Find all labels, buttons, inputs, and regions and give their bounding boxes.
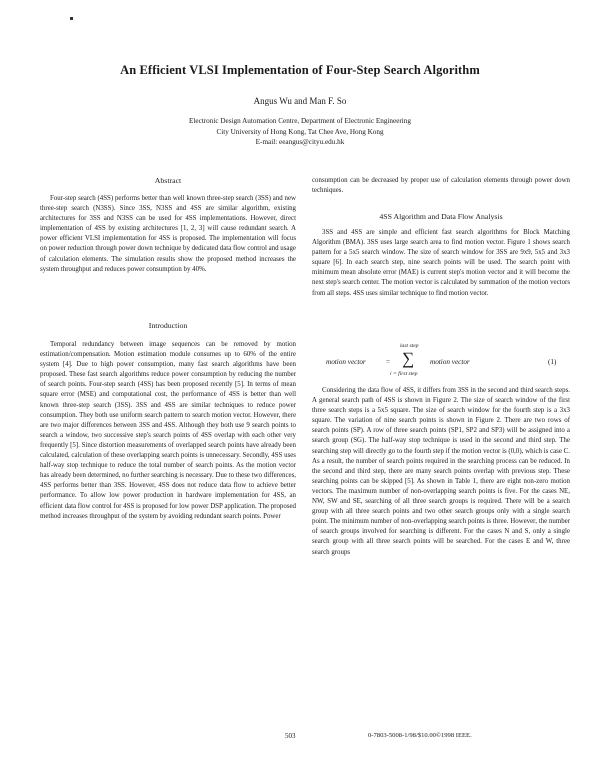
introduction-paragraph: Temporal redundancy between image sequences can be removed by motion estimation/compensation. Motion estimation module consumes up to 60% of the entire system [4]. Due to high power consumption, many fast search algorithms have been proposed. These fast search algorithms reduce power consumption by reducing the number of search points. Four-step search (4SS) has been proposed recently [5]. In terms of mean square error (MSE) and computational cost, the performance of 4SS is better than well known three-step search (3SS). 3SS and 4SS are similar techniques to reduce power consumption. They both use uniform search pattern to search motion vector. However, there are two major differences between 3SS and 4SS. Although they both use 9 search points to search a window, two successive step's search points of 4SS overlap with each other very frequently [5]. Since distortion measurements of overlapped search points have already been calculated, calculation of these overlapping search points is unnecessary. Secondly, 4SS uses half-way stop technique to reduce the total number of search points. As the motion vector has already been determined, no further searching is necessary. Due to these two differences, 4SS performs better than 3SS. However, 4SS does not reduce data flow to achieve better performance. To allow low power production in hardware implementation for 4SS, an efficient data flow control for 4SS is proposed for low power DSP application. The proposed method increases throughput of the system by avoiding redundant search points. Power <box>40 341 296 520</box>
equation-1 <box>312 343 570 381</box>
equation-number: (1) <box>548 358 557 366</box>
right-column-continuation <box>312 176 570 196</box>
scan-mark <box>70 17 73 20</box>
equals-sign: = <box>386 358 391 366</box>
sum-lower-limit: i = first step <box>390 371 418 377</box>
introduction-text <box>40 340 296 522</box>
algorithm-text-2 <box>312 386 570 558</box>
equation-rhs: motion vector <box>430 358 470 366</box>
affiliation-line: Electronic Design Automation Centre, Department of Electronic Engineering <box>189 117 411 125</box>
paper-authors: Angus Wu and Man F. So <box>253 96 347 106</box>
sum-upper-limit: last step <box>400 343 419 349</box>
algorithm-text-1 <box>312 228 570 299</box>
algorithm-paragraph: 3SS and 4SS are simple and efficient fast search algorithms for Block Matching Algorithm (BMA). 3SS uses large search area to find motion vector. Figure 1 shows search pattern for a 5x5 search window. The size of search window for 3SS are 9x9, 5x5 and 3x3 square [6]. In each search step, nine search points will be used. The search point with minimum mean absolute error (MAE) is current step's motion vector and it will become the next step's search center. The motion vector is calculated by summation of the motion vectors from all steps. 4SS uses similar technique to find motion vector. <box>312 229 570 297</box>
page-number: 503 <box>285 732 296 740</box>
equation-lhs: motion vector <box>326 358 366 366</box>
continuation-paragraph: consumption can be decreased by proper use of calculation elements through power down techniques. <box>312 177 570 195</box>
affiliation-line: City University of Hong Kong, Tat Chee Ave, Hong Kong <box>216 127 384 136</box>
data-flow-paragraph: Considering the data flow of 4SS, it differs from 3SS in the second and third search steps. A general search path of 4SS is shown in Figure 2. The size of search window of the first three search steps is a 5x5 square. The size of search window for the fourth step is a 3x3 square. The variation of nine search points is shown in Figure 2. There are two rows of search points (SP). A row of three search points (SP1, SP2 and SP3) will be assigned into a search group (SG). The half-way stop technique is used in the second and third step. The searching step will directly go to the fourth step if the motion vector is (0,0), which is case C. As a result, the number of search points required in the searching process can be reduced. In the second and third step, there are many search points overlap with previous step. These searching points can be skipped [5]. As shown in Table 1, there are eight non-zero motion vectors. The maximum number of non-overlapping search points is five. For the cases NE, NW, SW and SE, searching of all three search groups is required. There will be a search group with all three search points and two other search groups only with a single search point. The minimum number of non-overlapping search points is three. However, the number of search groups involved for searching is different. For the cases N and S, only a single search group with all three search points will be searched. For the cases E and W, three search groups <box>312 387 570 556</box>
paper-title: An Efficient VLSI Implementation of Four-Step Search Algorithm <box>120 63 480 77</box>
affiliation-block <box>0 116 600 148</box>
abstract-heading: Abstract <box>154 176 182 185</box>
abstract-paragraph: Four-step search (4SS) performs better than well known three-step search (3SS) and new three-step search (N3SS). Since 3SS, N3SS and 4SS are similar algorithm, existing architectures for 3SS and N3SS can be used for 4SS implementations. However, direct implementation of 4SS by existing architectures [1, 2, 3] will cause redundant search. A power efficient VLSI implementation for 4SS is proposed. The implementation will focus on power reduction through power down technique by dedicated data flow control and usage of calculation elements. The simulation results show the proposed method increases the system throughput and reduces power consumption by 40%. <box>40 195 296 273</box>
introduction-heading: Introduction <box>148 321 188 330</box>
algorithm-section-heading: 4SS Algorithm and Data Flow Analysis <box>379 212 503 221</box>
summation-icon: ∑ <box>402 349 415 368</box>
abstract-text <box>40 194 296 275</box>
isbn-line: 0-7803-5008-1/98/$10.00©1998 IEEE. <box>368 732 472 739</box>
email-line: E-mail: eeangus@cityu.edu.hk <box>255 138 345 146</box>
